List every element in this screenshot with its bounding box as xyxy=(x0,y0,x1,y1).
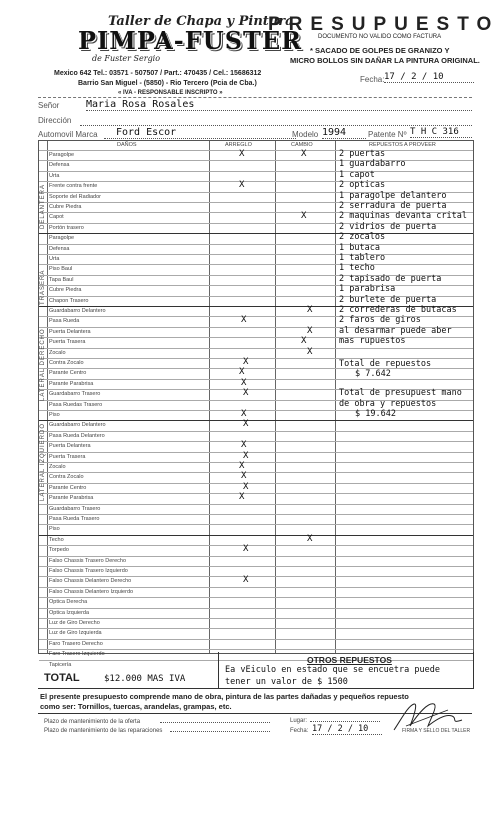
modelo-label: Modelo xyxy=(292,130,319,139)
row-label: Frente contra frente xyxy=(49,183,98,190)
table-row xyxy=(39,535,473,536)
repuesto-item: 1 butaca xyxy=(339,242,380,253)
row-label: Soporte del Radiador xyxy=(49,193,101,200)
table-row xyxy=(39,441,473,442)
table-row xyxy=(39,379,473,380)
repuesto-item: 1 capot xyxy=(339,169,375,180)
patente-label: Patente Nº xyxy=(368,130,407,139)
service-note-line2: MICRO BOLLOS SIN DAÑAR LA PINTURA ORIGINAL. xyxy=(290,56,480,65)
row-label: Parante Parabrisa xyxy=(49,380,94,387)
row-label: Cubre Piedra xyxy=(49,287,82,294)
table-row xyxy=(39,171,473,172)
repuesto-item: 2 zocalos xyxy=(339,232,386,243)
table-row xyxy=(39,150,473,151)
senor-label: Señor xyxy=(38,101,60,110)
table-row xyxy=(39,618,473,619)
arreglo-mark: X xyxy=(241,377,247,388)
row-label: Falso Chassis Delantero Izquierdo xyxy=(49,588,134,595)
row-label: Piso xyxy=(49,526,60,533)
table-row xyxy=(39,348,473,349)
direccion-value xyxy=(80,114,472,126)
row-label: Tapa Baul xyxy=(49,276,74,283)
automovil-value: Ford Escor xyxy=(104,127,296,139)
table-row xyxy=(39,545,473,546)
table-row xyxy=(39,514,473,515)
row-label: Puerta Delantera xyxy=(49,443,91,450)
otros-repuestos-title: OTROS REPUESTOS xyxy=(307,655,392,665)
repuesto-item: 1 paragolpe delantero xyxy=(339,190,447,201)
repuesto-item: 2 vidrios de puerta xyxy=(339,221,437,232)
repuesto-item: 2 faros de giros xyxy=(339,315,421,326)
otros-repuestos-box xyxy=(218,652,474,689)
fecha-label: Fecha: xyxy=(360,75,385,84)
contact-line1: Mexico 642 Tel.: 03571 - 507507 / Part.: 470435 / Cel.: 15686312 xyxy=(54,70,262,77)
col-header-arreglo: ARREGLO xyxy=(225,142,252,148)
arreglo-mark: X xyxy=(239,149,245,159)
repuesto-item: 2 tapisado de puerta xyxy=(339,273,442,284)
table-row xyxy=(39,431,473,432)
table-row xyxy=(39,410,473,411)
repuesto-item: al desarmar puede aber xyxy=(339,325,452,336)
total-value: $12.000 MAS IVA xyxy=(104,674,186,684)
arreglo-mark: X xyxy=(239,180,245,191)
repuesto-item: Total de repuestos xyxy=(339,359,432,370)
arreglo-mark: X xyxy=(243,450,249,461)
row-label: Falso Chassis Trasero Izquierdo xyxy=(49,568,128,574)
row-label: Piso Baul xyxy=(49,266,73,273)
automovil-label: Automovil Marca xyxy=(38,130,98,139)
table-row xyxy=(39,556,473,557)
table-row xyxy=(39,264,473,265)
row-label: Faro Trasero Derecho xyxy=(49,640,103,647)
row-label: Defensa xyxy=(49,245,70,252)
table-row xyxy=(39,285,473,286)
row-label: Pasa Ruedas Trasero xyxy=(49,401,103,408)
footer-note-line2: como ser: Tornillos, tuercas, arandelas, grampas, etc. xyxy=(40,702,232,711)
table-row xyxy=(39,597,473,598)
col-header-danos: DAÑOS xyxy=(117,142,137,148)
plazo-reparaciones-line xyxy=(170,731,270,732)
row-label: Urta xyxy=(49,256,60,262)
row-label: Guardabarro Trasero xyxy=(49,391,101,398)
table-row xyxy=(39,472,473,473)
otros-repuestos-line1: Ea vEiculo en estado que se encuetra puede xyxy=(225,665,440,675)
row-label: Pasa Rueda xyxy=(49,318,80,325)
repuesto-item: $ 19.642 xyxy=(355,409,396,419)
table-row xyxy=(39,628,473,629)
row-label: Capot xyxy=(49,214,64,221)
table-row xyxy=(39,566,473,567)
table-row xyxy=(39,608,473,609)
fecha-value: 17 / 2 / 10 xyxy=(384,72,474,83)
repuesto-item: 2 correderas de butacas xyxy=(339,305,457,315)
repuesto-item: 2 burlete de puerta xyxy=(339,294,437,305)
contact-line3: « IVA - RESPONSABLE INSCRIPTO » xyxy=(118,90,223,96)
cambio-mark: X xyxy=(307,346,313,357)
row-label: Zocalo xyxy=(49,349,66,356)
row-label: Pasa Rueda Delantero xyxy=(49,432,105,439)
cambio-mark: X xyxy=(307,325,313,336)
table-row xyxy=(39,420,473,421)
cambio-mark: X xyxy=(307,305,313,315)
arreglo-mark: X xyxy=(239,367,245,378)
arreglo-mark: X xyxy=(243,544,249,555)
repuesto-item: 2 maquinas devanta crital xyxy=(339,211,467,222)
row-label: Luz de Giro Derecho xyxy=(49,620,100,626)
arreglo-mark: X xyxy=(241,315,247,326)
row-label: Parante Centro xyxy=(49,484,87,491)
table-row xyxy=(39,233,473,234)
lugar-line xyxy=(310,721,380,722)
section-trasera: TRASERA xyxy=(40,269,46,305)
table-row xyxy=(39,244,473,245)
plazo-oferta-line xyxy=(160,722,270,723)
service-note-line1: * SACADO DE GOLPES DE GRANIZO Y xyxy=(310,46,450,55)
arreglo-mark: X xyxy=(243,388,249,399)
otros-repuestos-line2: tener un valor de $ 1500 xyxy=(225,677,348,687)
table-row xyxy=(39,452,473,453)
repuesto-item: 2 opticas xyxy=(339,180,386,191)
row-label: Parante Parabrisa xyxy=(49,495,94,502)
lugar-label: Lugar: xyxy=(290,718,308,724)
direccion-label: Dirección xyxy=(38,116,72,125)
table-row xyxy=(39,462,473,463)
modelo-value: 1994 xyxy=(322,127,366,139)
table-row xyxy=(39,649,473,650)
plazo-oferta: Plazo de mantenimiento de la oferta xyxy=(44,719,141,725)
row-label: Paragolpe xyxy=(49,235,75,242)
row-label: Portón trasero xyxy=(49,224,84,231)
document-title: PRESUPUESTO xyxy=(268,14,500,35)
row-label: Defensa xyxy=(49,162,70,169)
footer-note-line1: El presente presupuesto comprende mano de obra, pintura de las partes dañadas y pequeños repuesto xyxy=(40,692,409,701)
row-label: Puerta Trasera xyxy=(49,339,86,346)
contact-line2: Barrio San Miguel - (5850) - Rio Tercero (Pcia de Cba.) xyxy=(78,80,257,87)
arreglo-mark: X xyxy=(241,440,247,451)
arreglo-mark: X xyxy=(239,461,245,471)
arreglo-mark: X xyxy=(243,357,249,367)
row-label: Guardabarro Delantero xyxy=(49,308,106,314)
table-row xyxy=(39,160,473,161)
table-row xyxy=(39,337,473,338)
row-label: Guardabarro Trasero xyxy=(49,505,101,512)
col-header-repuestos: REPUESTOS A PROVEER xyxy=(369,142,436,148)
row-label: Paragolpe xyxy=(49,152,75,158)
footer-fecha-label: Fecha: xyxy=(290,728,309,734)
document-subtitle: DOCUMENTO NO VALIDO COMO FACTURA xyxy=(318,34,442,40)
row-label: Piso xyxy=(49,412,60,418)
table-row xyxy=(39,504,473,505)
arreglo-mark: X xyxy=(243,481,249,492)
row-label: Tapicería xyxy=(49,661,72,668)
row-label: Techo xyxy=(49,536,64,543)
table-row xyxy=(39,524,473,525)
table-row xyxy=(39,254,473,255)
row-label: Contra Zocalo xyxy=(49,360,84,366)
table-row xyxy=(39,493,473,494)
logo-brand: PIMPA-FUSTER xyxy=(78,26,303,55)
repuesto-item: 2 serradura de puerta xyxy=(339,201,447,211)
repuesto-item: 1 techo xyxy=(339,263,375,274)
cambio-mark: X xyxy=(301,336,307,347)
total-label: TOTAL xyxy=(44,672,80,684)
row-label: Pasa Rueda Trasero xyxy=(49,516,100,522)
row-label: Urta xyxy=(49,172,60,179)
row-label: Puerta Delantera xyxy=(49,328,91,335)
repuesto-item: 1 guardabarro xyxy=(339,159,406,170)
row-label: Zocalo xyxy=(49,464,66,470)
repuesto-item: Total de presupuest mano xyxy=(339,388,462,399)
row-label: Cubre Piedra xyxy=(49,204,82,210)
arreglo-mark: X xyxy=(243,419,249,430)
repuesto-item: mas rupuestos xyxy=(339,336,406,347)
footer-fecha-value: 17 / 2 / 10 xyxy=(312,724,382,735)
row-label: Chapon Trasero xyxy=(49,297,89,304)
header-divider xyxy=(38,97,472,98)
row-label: Torpedo xyxy=(49,547,69,554)
taller-logo xyxy=(78,14,303,64)
table-row xyxy=(39,587,473,588)
row-label: Puerta Trasera xyxy=(49,453,86,460)
table-row xyxy=(39,483,473,484)
section-delantera: DELANTERA xyxy=(40,183,46,229)
repuesto-item: 2 puertas xyxy=(339,149,386,159)
senor-value: Maria Rosa Rosales xyxy=(86,99,472,111)
table-row xyxy=(39,576,473,577)
arreglo-mark: X xyxy=(241,409,247,419)
repuesto-item: de obra y repuestos xyxy=(339,398,437,409)
footer-divider xyxy=(38,688,472,689)
table-row xyxy=(39,639,473,640)
logo-line2: de Fuster Sergio xyxy=(92,54,161,63)
section-lateral-izquierdo: LATERAL IZQUIERDO xyxy=(40,422,46,501)
row-label: Optica Izquierda xyxy=(49,609,90,616)
firma-label: FIRMA Y SELLO DEL TALLER xyxy=(402,728,471,734)
row-label: Contra Zocalo xyxy=(49,474,84,481)
patente-value: T H C 316 xyxy=(410,127,472,138)
arreglo-mark: X xyxy=(243,575,249,586)
section-lateral-derecho: LATERAL DERECHO xyxy=(40,328,46,401)
plazo-reparaciones: Plazo de mantenimiento de las reparaciones xyxy=(44,728,163,734)
row-label: Faro Trasero Izquierdo xyxy=(49,651,105,658)
cambio-mark: X xyxy=(307,533,313,544)
row-label: Falso Chassis Trasero Derecho xyxy=(49,557,127,564)
row-label: Luz de Giro Izquierda xyxy=(49,630,102,637)
cambio-mark: X xyxy=(301,211,307,222)
repuesto-item: $ 7.642 xyxy=(355,369,391,380)
arreglo-mark: X xyxy=(239,492,245,503)
logo-line1: Taller de Chapa y Pintura xyxy=(108,14,294,29)
col-header-cambio: CAMBIO xyxy=(291,142,313,148)
row-label: Falso Chassis Delantero Derecho xyxy=(49,578,132,585)
repuesto-item: 1 tablero xyxy=(339,253,386,263)
table-row xyxy=(39,181,473,182)
row-label: Parante Centro xyxy=(49,370,87,377)
row-label: Guardabarro Delantero xyxy=(49,422,106,429)
cambio-mark: X xyxy=(301,149,307,159)
repuesto-item: 1 parabrisa xyxy=(339,284,396,295)
row-label: Optica Derecha xyxy=(49,599,88,606)
arreglo-mark: X xyxy=(241,471,247,482)
